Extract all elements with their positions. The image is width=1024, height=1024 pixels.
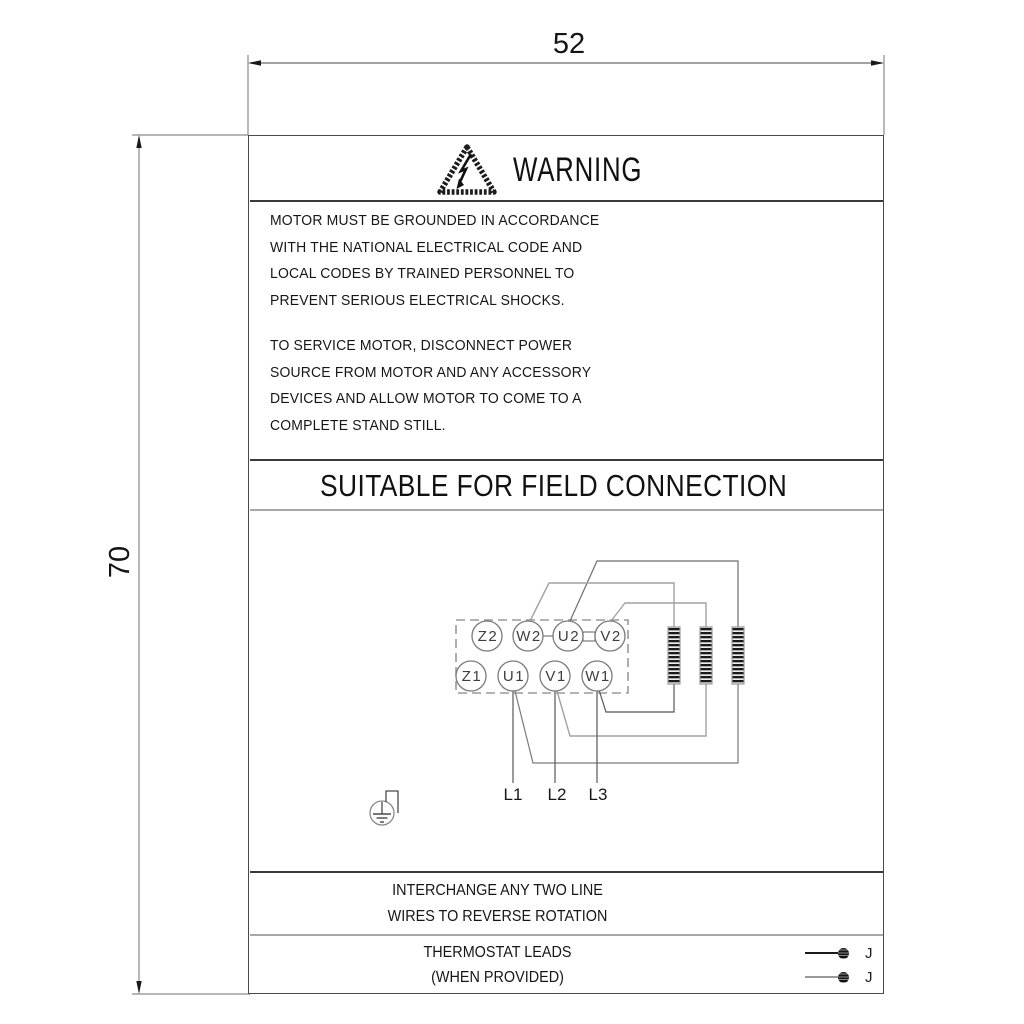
terminal-label-v1: V1 bbox=[545, 668, 567, 685]
line-label-l1: L1 bbox=[503, 785, 523, 804]
thermostat-note bbox=[274, 940, 721, 990]
grounding-paragraph bbox=[270, 208, 599, 315]
top-dim-arrow-left bbox=[248, 60, 261, 65]
motor-coil-2 bbox=[700, 627, 712, 684]
width-dimension-value: 52 bbox=[552, 28, 586, 60]
motor-coil-1 bbox=[668, 627, 680, 684]
wire-v2-coil2 bbox=[611, 603, 706, 627]
height-dimension-value: 70 bbox=[103, 545, 136, 579]
terminal-label-z1: Z1 bbox=[461, 668, 483, 685]
thermostat-lead-2 bbox=[805, 968, 873, 986]
lead-label: J bbox=[865, 944, 873, 962]
thermostat-lead-1 bbox=[805, 944, 873, 962]
lead-wire bbox=[805, 976, 838, 978]
thermostat-note-line: (WHEN PROVIDED) bbox=[431, 969, 564, 986]
paragraph-line: MOTOR MUST BE GROUNDED IN ACCORDANCE bbox=[270, 212, 600, 229]
link-u2-v2 bbox=[583, 632, 595, 641]
lead-bead-icon bbox=[838, 972, 849, 983]
service-paragraph bbox=[270, 333, 591, 440]
wire-v1-coil2 bbox=[557, 684, 706, 736]
terminal-label-u2: U2 bbox=[557, 628, 581, 645]
high-voltage-warning-icon bbox=[433, 141, 501, 197]
paragraph-line: COMPLETE STAND STILL. bbox=[270, 417, 446, 435]
lead-bead-icon bbox=[838, 948, 849, 959]
line-label-l3: L3 bbox=[588, 785, 608, 804]
thermostat-note-line: THERMOSTAT LEADS bbox=[423, 944, 572, 961]
paragraph-line: LOCAL CODES BY TRAINED PERSONNEL TO bbox=[270, 265, 575, 283]
wire-u1-coil3 bbox=[515, 684, 738, 763]
terminal-label-w2: W2 bbox=[516, 628, 542, 645]
divider-above-rotation-note bbox=[250, 871, 883, 873]
paragraph-line: DEVICES AND ALLOW MOTOR TO COME TO A bbox=[270, 390, 582, 408]
paragraph-line: WITH THE NATIONAL ELECTRICAL CODE AND bbox=[270, 238, 583, 256]
protective-earth-icon bbox=[370, 791, 398, 825]
field-connection-title: SUITABLE FOR FIELD CONNECTION bbox=[320, 468, 788, 503]
left-dim-arrow-top bbox=[136, 135, 141, 148]
lead-label: J bbox=[865, 968, 873, 986]
top-dim-arrow-right bbox=[871, 60, 884, 65]
lightning-bolt-icon bbox=[460, 154, 471, 182]
rotation-note bbox=[274, 878, 721, 930]
wire-w1-coil1 bbox=[599, 684, 674, 712]
paragraph-line: PREVENT SERIOUS ELECTRICAL SHOCKS. bbox=[270, 292, 565, 310]
terminal-label-u1: U1 bbox=[502, 668, 526, 685]
lead-wire bbox=[805, 952, 838, 954]
paragraph-line: TO SERVICE MOTOR, DISCONNECT POWER bbox=[270, 337, 573, 354]
terminal-label-z2: Z2 bbox=[477, 628, 499, 645]
divider-above-thermostat-note bbox=[250, 934, 883, 936]
terminal-label-v2: V2 bbox=[600, 628, 622, 645]
paragraph-line: SOURCE FROM MOTOR AND ANY ACCESSORY bbox=[270, 363, 592, 381]
wiring-diagram bbox=[248, 511, 884, 871]
divider-above-field-connection bbox=[250, 459, 883, 461]
divider-below-warning-header bbox=[250, 200, 883, 202]
left-dim-arrow-bottom bbox=[136, 981, 141, 994]
motor-coil-3 bbox=[732, 627, 744, 684]
line-label-l2: L2 bbox=[547, 785, 567, 804]
warning-title: WARNING bbox=[513, 151, 643, 189]
rotation-note-line: WIRES TO REVERSE ROTATION bbox=[387, 908, 608, 925]
rotation-note-line: INTERCHANGE ANY TWO LINE bbox=[392, 882, 603, 899]
wire-u2-coil3 bbox=[570, 561, 738, 627]
terminal-label-w1: W1 bbox=[585, 668, 611, 685]
